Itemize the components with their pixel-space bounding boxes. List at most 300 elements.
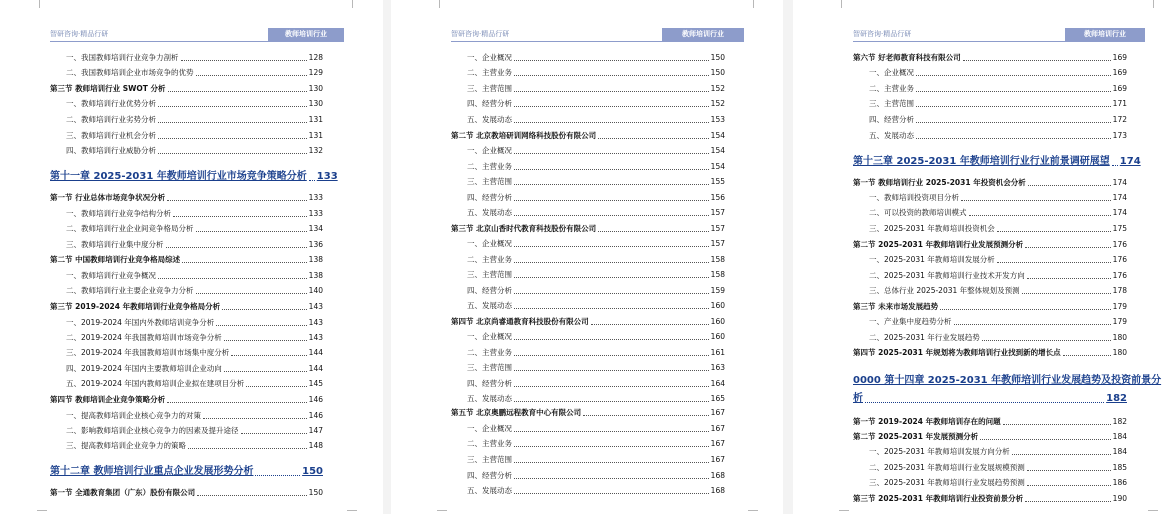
toc-leader <box>231 354 306 356</box>
toc-item-entry <box>66 240 323 250</box>
toc-page-number: 150 <box>710 53 725 62</box>
toc-page-number: 138 <box>308 255 323 264</box>
toc-page-number: 160 <box>710 317 725 326</box>
toc-item-entry <box>66 411 323 421</box>
toc-leader <box>514 199 709 201</box>
toc-entry-title: 二、主营业务 <box>467 162 512 171</box>
toc-leader <box>591 323 709 325</box>
toc-leader <box>954 323 1111 325</box>
toc-entry-title: 二、影响教师培训企业核心竞争力的因素及提升途径 <box>66 426 239 435</box>
toc-page-number: 169 <box>1112 84 1127 93</box>
toc-entry-title: 第四节 教师培训企业竞争策略分析 <box>50 395 166 404</box>
toc-leader <box>1027 469 1111 471</box>
toc-leader <box>969 214 1111 216</box>
toc-leader <box>1027 484 1111 486</box>
toc-item-entry <box>66 286 323 296</box>
toc-section-entry <box>853 494 1127 504</box>
toc-leader <box>216 324 306 326</box>
toc-page-number: 133 <box>308 193 323 202</box>
toc-entry-title: 四、经营分析 <box>467 379 512 388</box>
toc-leader <box>514 105 709 107</box>
toc-section-entry <box>451 131 725 141</box>
toc-entry-title: 二、教师培训行业劣势分析 <box>66 115 156 124</box>
toc-item-entry <box>467 208 725 218</box>
toc-section-entry <box>451 224 725 234</box>
toc-item-entry <box>467 486 725 496</box>
toc-page-number: 146 <box>308 395 323 404</box>
document-page-2 <box>391 0 783 514</box>
toc-leader <box>1112 164 1118 166</box>
toc-leader <box>514 430 709 432</box>
toc-section-entry <box>50 193 323 203</box>
toc-page-number: 173 <box>1112 131 1127 140</box>
toc-entry-title: 一、产业集中度趋势分析 <box>869 317 952 326</box>
toc-leader <box>514 292 709 294</box>
toc-section-entry <box>50 302 323 312</box>
toc-entry-title: 第四节 北京尚睿通教育科技股份有限公司 <box>451 317 589 326</box>
toc-page-number: 155 <box>710 177 725 186</box>
toc-entry-title: 一、教师培训行业优势分析 <box>66 99 156 108</box>
toc-entry-title: 一、企业概况 <box>467 424 512 433</box>
toc-item-entry <box>869 478 1127 488</box>
toc-page-number: 157 <box>710 239 725 248</box>
toc-page-number: 182 <box>1106 393 1127 404</box>
toc-entry-title: 第三节 未来市场发展趋势 <box>853 302 939 311</box>
toc-page-number: 140 <box>308 286 323 295</box>
toc-page-number: 174 <box>1112 193 1127 202</box>
toc-page-number: 176 <box>1112 255 1127 264</box>
toc-section-entry <box>853 178 1127 188</box>
toc-item-entry <box>66 224 323 234</box>
toc-leader <box>514 477 709 479</box>
toc-section-entry <box>853 432 1127 442</box>
toc-entry-title: 三、主营范围 <box>467 84 512 93</box>
toc-leader <box>598 230 709 232</box>
toc-item-entry <box>869 463 1127 473</box>
toc-entry-title: 二、2025-2031 年教师培训行业技术开发方向 <box>869 271 1025 280</box>
toc-page-number: 179 <box>1112 302 1127 311</box>
toc-item-entry <box>467 239 725 249</box>
toc-entry-title: 第二节 北京教培研训网络科技股份有限公司 <box>451 131 597 140</box>
toc-entry-title: 一、2025-2031 年教师培训发展分析 <box>869 255 995 264</box>
toc-page-number: 164 <box>710 379 725 388</box>
toc-leader <box>168 90 307 92</box>
toc-entry-title: 第二节 中国教师培训行业竞争格局综述 <box>50 255 181 264</box>
toc-leader <box>980 438 1111 440</box>
toc-leader <box>514 121 709 123</box>
toc-item-entry <box>66 348 323 358</box>
toc-page-number: 186 <box>1112 478 1127 487</box>
toc-page-number: 150 <box>308 488 323 497</box>
document-page-3 <box>793 0 1176 514</box>
toc-item-entry <box>66 115 323 125</box>
toc-page-number: 130 <box>308 84 323 93</box>
toc-item-entry <box>66 53 323 63</box>
toc-leader <box>916 105 1111 107</box>
toc-leader <box>997 261 1111 263</box>
toc-item-entry <box>869 68 1127 78</box>
toc-page-number: 163 <box>710 363 725 372</box>
toc-item-entry <box>869 224 1127 234</box>
toc-entry-title: 五、发展动态 <box>467 301 512 310</box>
toc-entry-title: 三、主营范围 <box>467 270 512 279</box>
toc-page-number: 180 <box>1112 348 1127 357</box>
toc-page-number: 131 <box>308 115 323 124</box>
toc-page-number: 180 <box>1112 333 1127 342</box>
toc-section-entry <box>451 408 725 418</box>
toc-leader <box>158 137 307 139</box>
toc-entry-title: 三、2019-2024 年我国教师培训市场集中度分析 <box>66 348 230 357</box>
toc-item-entry <box>467 363 725 373</box>
toc-page-number: 133 <box>316 171 338 182</box>
toc-entry-title: 第十二章 教师培训行业重点企业发展形势分析 <box>50 466 254 477</box>
brand-logo: 智研咨询·精品行研 <box>451 30 510 38</box>
toc-page-number: 167 <box>710 408 725 417</box>
toc-page-number: 160 <box>710 301 725 310</box>
toc-page-number: 172 <box>1112 115 1127 124</box>
toc-chapter-heading-cont <box>853 392 1127 405</box>
toc-page-number: 130 <box>308 99 323 108</box>
toc-entry-title: 三、主营范围 <box>467 455 512 464</box>
toc-entry-title: 四、经营分析 <box>467 286 512 295</box>
toc-leader <box>173 215 307 217</box>
toc-leader <box>1028 184 1111 186</box>
toc-page-number: 190 <box>1112 494 1127 503</box>
toc-entry-title: 二、我国教师培训企业市场竞争的优势 <box>66 68 194 77</box>
toc-item-entry <box>869 447 1127 457</box>
toc-entry-title: 四、2019-2024 年国内主要教师培训企业动向 <box>66 364 222 373</box>
toc-page-number: 132 <box>308 146 323 155</box>
toc-entry-title: 第三节 北京山香时代教育科技股份有限公司 <box>451 224 597 233</box>
toc-section-entry <box>853 348 1127 358</box>
toc-entry-title: 一、2019-2024 年国内外教师培训竞争分析 <box>66 318 215 327</box>
toc-page-number: 143 <box>308 333 323 342</box>
toc-page-number: 154 <box>710 146 725 155</box>
toc-chapter-heading <box>853 374 1162 387</box>
toc-page-number: 138 <box>308 271 323 280</box>
toc-item-entry <box>66 426 323 436</box>
toc-page-number: 165 <box>710 394 725 403</box>
toc-chapter-heading <box>50 170 338 183</box>
toc-leader <box>158 105 307 107</box>
toc-item-entry <box>869 84 1127 94</box>
toc-item-entry <box>869 271 1127 281</box>
toc-leader <box>940 308 1111 310</box>
toc-page-number: 178 <box>1112 286 1127 295</box>
toc-section-entry <box>853 53 1127 63</box>
toc-entry-title: 二、主营业务 <box>467 255 512 264</box>
toc-page-number: 175 <box>1112 224 1127 233</box>
toc-leader <box>255 474 300 476</box>
toc-entry-title: 三、2025-2031 年教师培训投资机会 <box>869 224 995 233</box>
toc-leader <box>982 339 1111 341</box>
toc-leader <box>166 246 307 248</box>
toc-leader <box>224 370 307 372</box>
toc-entry-title: 一、企业概况 <box>467 332 512 341</box>
toc-item-entry <box>66 146 323 156</box>
toc-page-number: 185 <box>1112 463 1127 472</box>
toc-item-entry <box>467 348 725 358</box>
toc-page-number: 168 <box>710 471 725 480</box>
toc-leader <box>158 277 307 279</box>
toc-item-entry <box>467 68 725 78</box>
toc-entry-title: 一、教师培训行业竞争结构分析 <box>66 209 171 218</box>
toc-entry-title: 二、主营业务 <box>467 348 512 357</box>
toc-leader <box>514 338 709 340</box>
toc-page-number: 129 <box>308 68 323 77</box>
toc-entry-title: 第十三章 2025-2031 年教师培训行业行业前景调研展望 <box>853 156 1110 167</box>
toc-page-number: 150 <box>302 466 323 477</box>
toc-leader <box>224 339 307 341</box>
toc-entry-title: 二、教师培训行业企业间竞争格局分析 <box>66 224 194 233</box>
toc-leader <box>203 417 307 419</box>
toc-item-entry <box>467 255 725 265</box>
toc-page-number: 174 <box>1112 208 1127 217</box>
toc-entry-title: 二、主营业务 <box>869 84 914 93</box>
toc-item-entry <box>467 301 725 311</box>
toc-page-number: 152 <box>710 84 725 93</box>
toc-item-entry <box>66 379 323 389</box>
toc-leader <box>583 414 709 416</box>
toc-page-number: 131 <box>308 131 323 140</box>
toc-page-number: 159 <box>710 286 725 295</box>
toc-leader <box>514 445 709 447</box>
toc-item-entry <box>66 441 323 451</box>
toc-entry-title: 二、2019-2024 年我国教师培训市场竞争分析 <box>66 333 222 342</box>
toc-item-entry <box>467 471 725 481</box>
toc-leader <box>197 494 307 496</box>
toc-leader <box>514 74 709 76</box>
toc-page-number: 167 <box>710 455 725 464</box>
toc-entry-title: 一、教师培训投资项目分析 <box>869 193 959 202</box>
toc-section-entry <box>451 317 725 327</box>
brand-logo: 智研咨询·精品行研 <box>853 30 912 38</box>
toc-section-entry <box>853 417 1127 427</box>
toc-leader <box>167 401 307 403</box>
toc-leader <box>1022 292 1111 294</box>
toc-leader <box>1025 500 1111 502</box>
toc-section-entry <box>50 255 323 265</box>
toc-page-number: 171 <box>1112 99 1127 108</box>
toc-page-number: 157 <box>710 208 725 217</box>
toc-leader <box>514 492 709 494</box>
toc-item-entry <box>66 131 323 141</box>
toc-leader <box>158 152 307 154</box>
toc-leader <box>514 369 709 371</box>
toc-page-number: 184 <box>1112 447 1127 456</box>
document-page-1 <box>0 0 383 514</box>
toc-item-entry <box>467 286 725 296</box>
toc-item-entry <box>467 53 725 63</box>
toc-entry-title: 四、教师培训行业威胁分析 <box>66 146 156 155</box>
toc-page-number: 147 <box>308 426 323 435</box>
toc-page-number: 133 <box>308 209 323 218</box>
toc-entry-title: 一、企业概况 <box>869 68 914 77</box>
toc-section-entry <box>50 488 323 498</box>
toc-leader <box>916 121 1111 123</box>
toc-leader <box>963 59 1111 61</box>
header-tab: 教师培训行业 <box>662 28 744 41</box>
toc-leader <box>196 292 307 294</box>
toc-list <box>0 0 383 514</box>
toc-item-entry <box>467 394 725 404</box>
toc-page-number: 156 <box>710 193 725 202</box>
toc-leader <box>181 59 307 61</box>
toc-leader <box>514 261 709 263</box>
toc-entry-title: 四、经营分析 <box>869 115 914 124</box>
toc-leader <box>1012 453 1111 455</box>
toc-leader <box>865 401 1104 403</box>
toc-entry-title: 三、提高教师培训企业竞争力的策略 <box>66 441 186 450</box>
toc-item-entry <box>467 193 725 203</box>
toc-entry-title: 第三节 教师培训行业 SWOT 分析 <box>50 84 166 93</box>
toc-entry-title: 第四节 2025-2031 年规划将为教师培训行业找到新的增长点 <box>853 348 1061 357</box>
toc-entry-title: 第二节 2025-2031 年发展预测分析 <box>853 432 979 441</box>
toc-page-number: 128 <box>308 53 323 62</box>
toc-entry-title: 第二节 2025-2031 年教师培训行业发展预测分析 <box>853 240 1024 249</box>
toc-chapter-heading <box>853 155 1141 168</box>
toc-item-entry <box>66 318 323 328</box>
toc-entry-title: 一、企业概况 <box>467 239 512 248</box>
toc-page-number: 154 <box>710 131 725 140</box>
toc-page-number: 154 <box>710 162 725 171</box>
toc-item-entry <box>869 333 1127 343</box>
toc-entry-title: 第十一章 2025-2031 年教师培训行业市场竞争策略分析 <box>50 171 307 182</box>
toc-item-entry <box>66 209 323 219</box>
toc-entry-title: 一、我国教师培训行业竞争力剖析 <box>66 53 179 62</box>
toc-page-number: 152 <box>710 99 725 108</box>
toc-item-entry <box>467 270 725 280</box>
toc-leader <box>514 400 709 402</box>
toc-leader <box>514 152 709 154</box>
toc-entry-title: 第一节 行业总体市场竞争状况分析 <box>50 193 166 202</box>
toc-entry-title: 三、总体行业 2025-2031 年整体规划及预测 <box>869 286 1020 295</box>
toc-chapter-title-line2: 析 <box>853 393 863 404</box>
toc-entry-title: 三、2025-2031 年教师培训行业发展趋势预测 <box>869 478 1025 487</box>
toc-entry-title: 三、主营范围 <box>869 99 914 108</box>
toc-section-entry <box>50 84 323 94</box>
toc-leader <box>196 74 307 76</box>
toc-item-entry <box>869 193 1127 203</box>
toc-entry-title: 四、经营分析 <box>467 471 512 480</box>
toc-entry-title: 二、2025-2031 年行业发展趋势 <box>869 333 980 342</box>
toc-list <box>391 0 783 514</box>
toc-leader <box>309 179 315 181</box>
toc-item-entry <box>869 286 1127 296</box>
toc-page-number: 176 <box>1112 240 1127 249</box>
toc-leader <box>514 354 709 356</box>
toc-item-entry <box>467 424 725 434</box>
toc-page-number: 182 <box>1112 417 1127 426</box>
toc-entry-title: 第三节 2019-2024 年教师培训行业竞争格局分析 <box>50 302 221 311</box>
toc-entry-title: 第六节 好老师教育科技有限公司 <box>853 53 961 62</box>
toc-leader <box>514 168 709 170</box>
toc-entry-title: 第五节 北京奥鹏远程教育中心有限公司 <box>451 408 582 417</box>
toc-entry-title: 第一节 教师培训行业 2025-2031 年投资机会分析 <box>853 178 1026 187</box>
toc-page-number: 168 <box>710 486 725 495</box>
toc-entry-title: 第三节 2025-2031 年教师培训行业投资前景分析 <box>853 494 1024 503</box>
toc-entry-title: 三、教师培训行业机会分析 <box>66 131 156 140</box>
toc-page-number: 146 <box>308 411 323 420</box>
toc-item-entry <box>66 333 323 343</box>
toc-entry-title: 五、发展动态 <box>869 131 914 140</box>
toc-leader <box>514 214 709 216</box>
toc-leader <box>1025 246 1111 248</box>
toc-entry-title: 一、2025-2031 年教师培训发展方向分析 <box>869 447 1010 456</box>
toc-entry-title: 第一节 2019-2024 年教师培训存在的问题 <box>853 417 1001 426</box>
toc-item-entry <box>467 332 725 342</box>
toc-item-entry <box>467 162 725 172</box>
toc-chapter-heading <box>50 465 323 478</box>
toc-entry-title: 五、发展动态 <box>467 394 512 403</box>
toc-page-number: 174 <box>1119 156 1141 167</box>
toc-page-number: 143 <box>308 318 323 327</box>
toc-leader <box>514 183 709 185</box>
toc-leader <box>916 90 1111 92</box>
toc-page-number: 157 <box>710 224 725 233</box>
toc-page-number: 158 <box>710 255 725 264</box>
toc-leader <box>182 261 307 263</box>
toc-leader <box>598 137 709 139</box>
toc-entry-title: 二、主营业务 <box>467 439 512 448</box>
toc-page-number: 167 <box>710 424 725 433</box>
toc-leader <box>222 308 307 310</box>
toc-entry-title: 三、主营范围 <box>467 177 512 186</box>
toc-item-entry <box>66 68 323 78</box>
toc-item-entry <box>869 115 1127 125</box>
toc-entry-title: 一、教师培训行业竞争概况 <box>66 271 156 280</box>
toc-page-number: 150 <box>710 68 725 77</box>
toc-page-number: 153 <box>710 115 725 124</box>
toc-page-number: 143 <box>308 302 323 311</box>
brand-logo: 智研咨询·精品行研 <box>50 30 109 38</box>
toc-leader <box>514 276 709 278</box>
toc-entry-title: 二、可以投资的教师培训模式 <box>869 208 967 217</box>
toc-page-number: 176 <box>1112 271 1127 280</box>
toc-item-entry <box>66 99 323 109</box>
toc-page-number: 144 <box>308 364 323 373</box>
toc-leader <box>514 385 709 387</box>
toc-chapter-title-line1: 0000 第十四章 2025-2031 年教师培训行业发展趋势及投资前景分 <box>853 375 1162 386</box>
toc-item-entry <box>467 379 725 389</box>
toc-item-entry <box>467 115 725 125</box>
toc-page-number: 145 <box>308 379 323 388</box>
toc-leader <box>514 307 709 309</box>
toc-page-number: 167 <box>710 439 725 448</box>
toc-item-entry <box>869 317 1127 327</box>
toc-page-number: 174 <box>1112 178 1127 187</box>
toc-entry-title: 一、企业概况 <box>467 53 512 62</box>
header-tab: 教师培训行业 <box>1065 28 1145 41</box>
toc-leader <box>1003 423 1111 425</box>
toc-page-number: 161 <box>710 348 725 357</box>
toc-leader <box>188 447 307 449</box>
toc-leader <box>167 199 307 201</box>
toc-entry-title: 五、发展动态 <box>467 208 512 217</box>
toc-entry-title: 一、企业概况 <box>467 146 512 155</box>
toc-leader <box>961 199 1111 201</box>
toc-page-number: 158 <box>710 270 725 279</box>
toc-leader <box>158 121 307 123</box>
toc-leader <box>196 230 307 232</box>
toc-entry-title: 二、主营业务 <box>467 68 512 77</box>
toc-item-entry <box>66 271 323 281</box>
toc-leader <box>916 137 1111 139</box>
toc-leader <box>514 90 709 92</box>
toc-leader <box>246 385 306 387</box>
toc-entry-title: 五、2019-2024 年国内教师培训企业拟在建项目分析 <box>66 379 245 388</box>
toc-entry-title: 三、教师培训行业集中度分析 <box>66 240 164 249</box>
